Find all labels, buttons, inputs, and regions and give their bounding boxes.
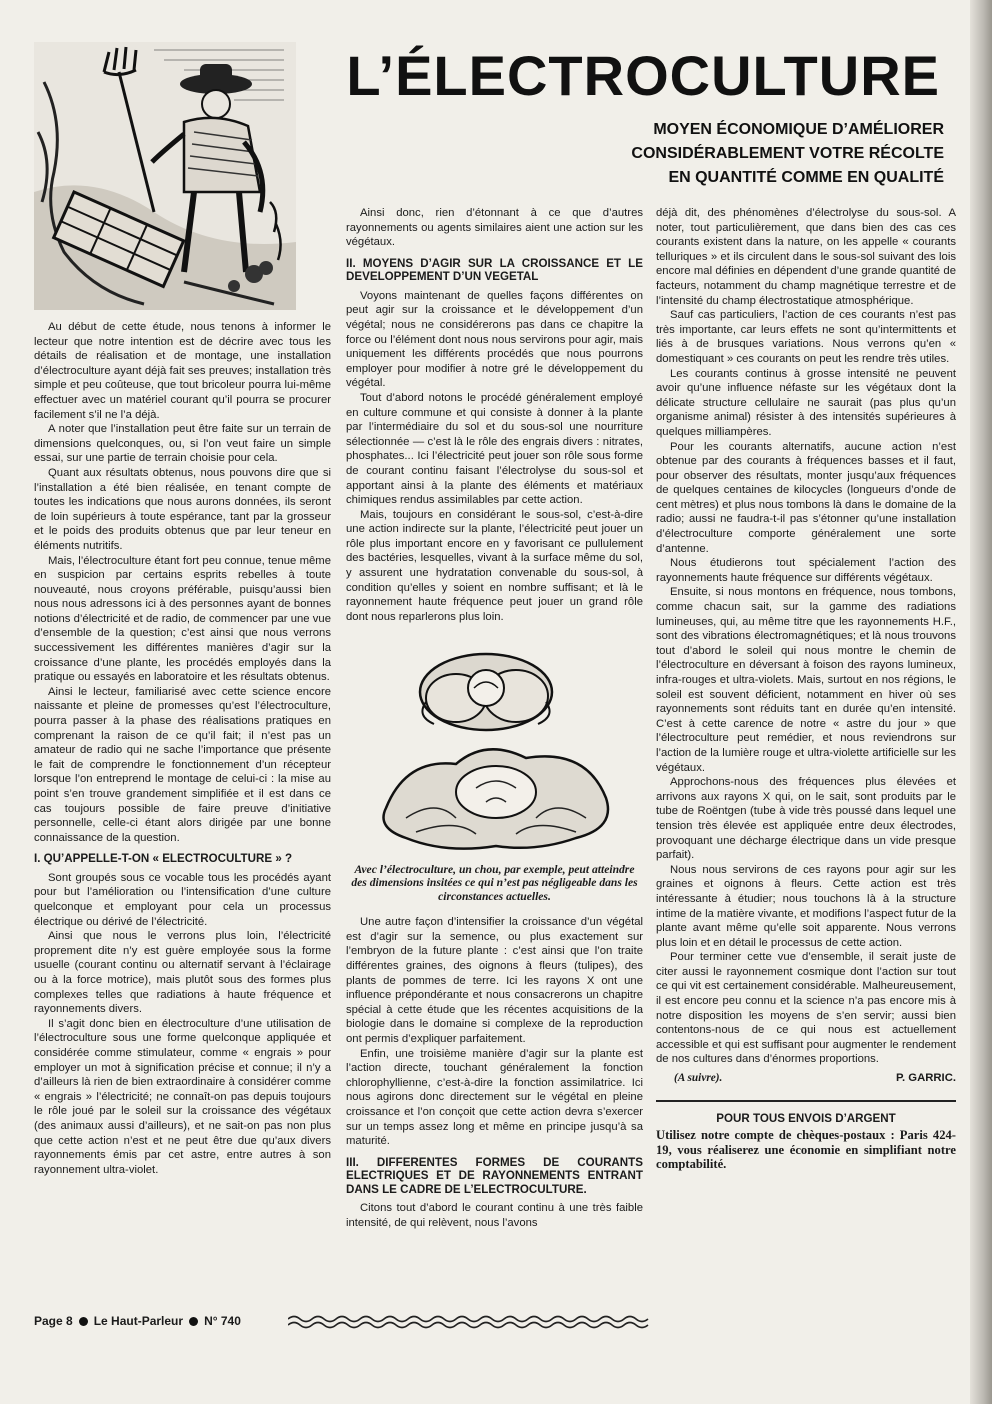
paragraph: Nous étudierons tout spécialement l’action des rayonnements haute fréquence sur différents végétaux.: [656, 557, 956, 584]
paragraph: Voyons maintenant de quelles façons différentes on peut agir sur la croissance et le développement d’un végétal; nous ne considérerons pas dans ce chapitre la force ou l’élément dont nous nous servirons pour agir, mais uniquement les différents procédés que nous pourrons employer pour modifier à notre gré le développement du végétal.: [346, 289, 643, 390]
farmer-illustration: [34, 42, 296, 310]
figure-caption: Avec l’électroculture, un chou, par exemple, peut atteindre des dimensions insitées ce qui n’est pas négligeable dans les circonstances actuelles.: [351, 863, 638, 903]
paragraph: Tout d’abord notons le procédé généralement employé en culture commune et qui consiste à donner à la plante par l’intermédiaire du sol et du sous-sol une nourriture sélectionnée — c’est là le rôle des engrais divers : nitrates, phosphates... Ici l’électricité peut jouer son rôle sous forme de courant continu faisant l’électrolyse du sous-sol et apportant ainsi à la plante des éléments et matériaux chimiques rendus assimilables par cette action.: [346, 391, 643, 507]
paragraph: A noter que l’installation peut être faite sur un terrain de dimensions quelconques, ou, si l’on veut faire un simple essai, sur une partie de terrain choisie pour cela.: [34, 423, 331, 465]
article-title: L’ÉLECTROCULTURE: [346, 44, 940, 107]
article-subtitle: [631, 118, 944, 190]
paragraph: Ainsi le lecteur, familiarisé avec cette science encore naissante et pleine de promesses qu’est l’électroculture, pourra passer à la phase des réalisations pratiques en comprenant la raison de ce qu’il fait; il n’est pas un amateur de radio qui ne sache l’importance que présente le fait de comprendre le fonctionnement d’un récepteur lorsque l’on entreprend le montage de celui-ci : la mise au point s’en trouve grandement simplifiée et il est dans ce cas toujours possible de faire preuve d’initiative personnelle, celle-ci étant alors dirigée par une bonne connaissance de la question.: [34, 685, 331, 844]
page-number: Page 8: [34, 1314, 73, 1328]
paragraph: Citons tout d’abord le courant continu à une très faible intensité, de qui relèvent, nous l’avons: [346, 1202, 643, 1229]
author-name: P. GARRIC.: [895, 1072, 956, 1085]
section-heading: II. MOYENS D’AGIR SUR LA CROISSANCE ET LE DEVELOPPEMENT D’UN VEGETAL: [346, 256, 643, 284]
footer-wave-rule: [288, 1314, 650, 1330]
text-column-2: [346, 206, 643, 1230]
publication-name: Le Haut-Parleur: [93, 1314, 184, 1328]
cabbage-illustration: [346, 642, 643, 854]
subtitle-line: MOYEN ÉCONOMIQUE D’AMÉLIORER: [653, 121, 944, 138]
text-column-1: [34, 320, 331, 1177]
paragraph: Mais, l’électroculture étant fort peu connue, tenue même en suspicion par certains esprits rebelles à toute nouveauté, nous croyons préférable, puisqu’aussi bien nous nous adressons ici à des personnes ayant de bonnes notions d’électricité et de radio, de commencer par une vue d’ensemble de la question; c’est ainsi que nous verrons successivement les différentes manières d’agir sur la croissance d’une plante, les procédés employés dans la pratique ou essayés en laboratoire et les résultats obtenus.: [34, 554, 331, 684]
issue-number: N° 740: [204, 1314, 241, 1328]
paragraph: Une autre façon d’intensifier la croissance d’un végétal est d’agir sur la semence, ou plus exactement sur l’embryon de la future plante : c’est ainsi que l’on traite différentes graines, des oignons à fleurs (tulipes), des plants de pommes de terre. Ici les rayons X ont une influence prépondérante et nous consacrerons un chapitre spécial à cette étude que les récentes acquisitions de la biologie dans le domaine si complexe de la reproduction ont permis d’expliquer parfaitement.: [346, 916, 643, 1045]
section-heading: I. QU’APPELLE-T-ON « ELECTROCULTURE » ?: [34, 852, 293, 866]
to-be-continued: (A suivre).: [674, 1072, 723, 1085]
paragraph: Ainsi que nous le verrons plus loin, l’électricité proprement dite n’y est guère employée sous la forme usuelle (courant continu ou alternatif servant à l’éclairage ou à la force motrice), mais plutôt sous des formes plus complexes telles que radiations à haute fréquence et rayonnements divers.: [34, 930, 331, 1016]
paragraph: Il s’agit donc bien en électroculture d’une utilisation de l’électroculture sous une forme quelconque appliquée et considérée comme stimulateur, comme « engrais » pour employer un mot à signification précise et connue; il n’y a d’ailleurs là rien de bien extraordinaire à considérer comme « engrais » l’électricité; ne connaît-on pas depuis toujours le rôle joué par le soleil sur la croissance des végétaux (des animaux aussi d’ailleurs), et ne sait-on pas non plus que cette action n’est et ne peut être due qu’aux divers rayonnements émis par cet astre, entre autres à son rayonnement ultra-violet.: [34, 1017, 331, 1176]
paragraph: Ensuite, si nous montons en fréquence, nous tombons, comme chacun sait, sur la gamme des radiations lumineuses, qui, au même titre que les rayonnements H.F., sont des vibrations électromagnétiques; et là nous trouvons tout d’abord le soleil qui nous montre le chemin de l’électroculture en déversant à foison des rayons lumineux, infra-rouges et ultra-violets. Mais, surtout en nos régions, le soleil est souvent déficient, notamment en hiver où ses rayonnements sont réduits tant en durée qu’en intensité. C’est à cette carence de notre « astre du jour » que l’électroculture peut remédier, et nous reviendrons sur l’action de la lumière rouge et ultra-violette artificielle sur les végétaux.: [656, 586, 956, 774]
page-edge-shadow: [970, 0, 992, 1404]
paragraph: Pour terminer cette vue d’ensemble, il serait juste de citer aussi le rayonnement cosmique dont l’action sur tout ce qui vit est certainement considérable. Malheureusement, il est encore peu connu et la science n’a pas encore mis à notre disposition les moyens de s’en servir; aussi bien contentons-nous de ce qui nous est actuellement accessible et qui est suffisant pour augmenter le rendement de nos cultures dans d’énormes proportions.: [656, 951, 956, 1066]
bullet-icon: [79, 1317, 88, 1326]
paragraph: Les courants continus à grosse intensité ne peuvent avoir qu’une influence néfaste sur les végétaux dont la délicate structure cellulaire ne saurait (pas plus qu’un organisme animal) résister à des intensités supérieures à quelques milliampères.: [656, 367, 956, 438]
paragraph: Sauf cas particuliers, l’action de ces courants n’est pas très importante, car leurs effets ne sont qu’intermittents et liés à de brusques variations. Nous verrons qu’en « domestiquant » ces courants on peut les rendre très utiles.: [656, 309, 956, 365]
paragraph: déjà dit, des phénomènes d’électrolyse du sous-sol. A noter, tout particulièrement, que dans bien des cas ces courants existent dans la nature, on les appelle « courants telluriques » et ils circulent dans le sous-sol suivant des lois encore mal définies en dépendent d’une grande quantité de facteurs, notamment du champ magnétique terrestre et de l’intensité du champ électrostatique atmosphérique.: [656, 207, 956, 307]
bullet-icon: [189, 1317, 198, 1326]
divider: [656, 1100, 956, 1102]
paragraph: Enfin, une troisième manière d’agir sur la plante est l’action directe, touchant généralement la fonction chlorophyllienne, c’est-à-dire la fonction assimilatrice. Ici nous agirons donc directement sur le végétal en pleine croissance et l’on conçoit que cette action devra s’exercer sur un temps assez long et même en principe jusqu’à sa maturité.: [346, 1047, 643, 1148]
paragraph: Approchons-nous des fréquences plus élevées et arrivons aux rayons X qui, on le sait, sont produits par le tube de Roëntgen (tube à vide très poussé dans lequel une tension très élevée est appliquée entre deux électrodes, provoquant une décharge électrique dans un vide presque parfait).: [656, 776, 956, 862]
section-heading: III. DIFFERENTES FORMES DE COURANTS ELECTRIQUES ET DE RAYONNEMENTS ENTRANT DANS LE CADRE DE L’ELECTROCULTURE.: [346, 1155, 643, 1196]
subtitle-line: CONSIDÉRABLEMENT VOTRE RÉCOLTE: [631, 145, 944, 162]
paragraph: Mais, toujours en considérant le sous-sol, c’est-à-dire une action indirecte sur la plante, l’électricité peut jouer un rôle plus important encore en y favorisant ce pullulement des bactéries, lesquelles, vivant à la surface même du sol, y assurent une hydratation convenable du sous-sol, à condition qu’elles y soient en nombre suffisant; et là le rayonnement haute fréquence peut jouer un grand rôle dont nous reparlerons plus loin.: [346, 508, 643, 623]
subtitle-line: EN QUANTITÉ COMME EN QUALITÉ: [668, 169, 944, 186]
paragraph: Pour les courants alternatifs, aucune action n’est obtenue par des courants à fréquences basses et il faut, pour observer des résultats, monter jusqu’aux fréquences de quelques centaines de kilocycles (longueurs d’onde de cent mètres) et plus nous tombons là dans le domaine de la radio; aussi ne faudra-t-il pas s’étonner qu’une installation d’électroculture comporte généralement une sorte d’antenne.: [656, 440, 956, 555]
paragraph: Quant aux résultats obtenus, nous pouvons dire que si l’installation a été bien réalisée, en tenant compte de toutes les indications que nous aurons données, ils seront de loin supérieurs à toute espérance, tant par la grosseur et le poids des produits obtenus que par leur teneur en éléments nutritifs.: [34, 466, 331, 552]
paragraph: Nous nous servirons de ces rayons pour agir sur les graines et oignons à fleurs. Cette action est très intéressante à étudier; nous touchons là à la structure intime de la matière vivante, et modifions l’aspect futur de la plante avant même qu’elle soit apparente. Nous verrons plus loin et en détail le processus de cette action.: [656, 863, 956, 949]
page-footer: [34, 1314, 241, 1328]
article-signoff: [656, 1071, 956, 1086]
notice-box: [656, 1112, 956, 1172]
text-column-3: [656, 206, 956, 1171]
notice-text: Utilisez notre compte de chèques-postaux : Paris 424-19, vous réaliserez une économie en simplifiant notre comptabilité.: [656, 1128, 956, 1172]
notice-title: POUR TOUS ENVOIS D’ARGENT: [716, 1111, 896, 1125]
paragraph: Sont groupés sous ce vocable tous les procédés ayant pour but l’amélioration ou l’intensification d’une culture quelconque et employant pour cela un processus électrique ou dérivé de l’électricité.: [34, 871, 331, 928]
paragraph: Au début de cette étude, nous tenons à informer le lecteur que notre intention est de décrire avec tous les détails de réalisation et de montage, une installation d’électroculture ayant déjà fait ses preuves; installation très simple et peu coûteuse, que tout bricoleur pourra lui-même effectuer avec un matériel courant qu’il pourra se procurer facilement s’il ne l’a déjà.: [34, 321, 331, 421]
paragraph: Ainsi donc, rien d’étonnant à ce que d’autres rayonnements ou agents similaires aient une action sur les végétaux.: [346, 207, 643, 249]
